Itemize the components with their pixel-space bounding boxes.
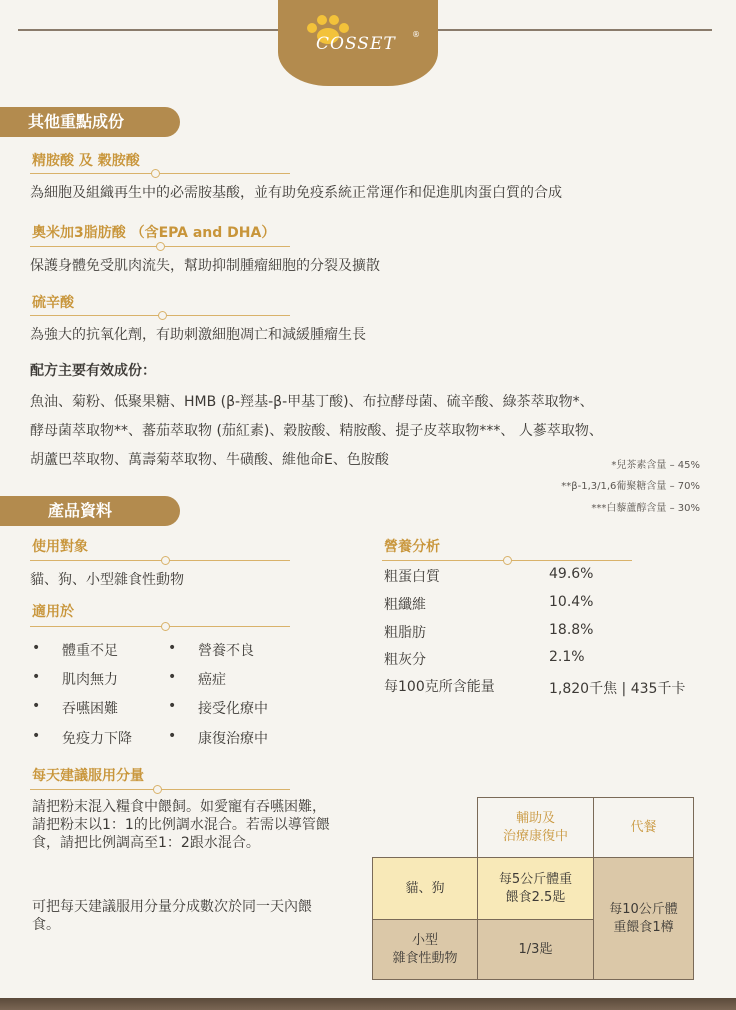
suitable-heading: 適用於 xyxy=(32,604,74,620)
suitable-item: • 癌症 xyxy=(198,669,226,689)
formula-line-1: 魚油、菊粉、低聚果糖、HMB (β-羥基-β-甲基丁酸)、布拉酵母菌、硫辛酸、綠茶萃取物*、 xyxy=(30,394,594,410)
nutrition-label: 粗灰分 xyxy=(384,652,426,668)
brand-name: COSSET xyxy=(316,34,396,54)
nutrition-label: 粗脂肪 xyxy=(384,625,426,641)
suitable-item: • 免疫力下降 xyxy=(62,728,132,748)
divider-dot xyxy=(158,311,167,320)
divider-dot xyxy=(161,556,170,565)
nutrition-value: 10.4% xyxy=(549,594,594,610)
formula-line-2: 酵母菌萃取物**、蕃茄萃取物 (茄紅素)、穀胺酸、精胺酸、提子皮萃取物***、 人蔘萃取物、 xyxy=(30,423,603,439)
table-row-label: 貓、狗 xyxy=(373,858,478,920)
footnote-1: *兒茶素含量 – 45% xyxy=(611,460,700,471)
nutrition-value: 2.1% xyxy=(549,649,585,665)
target-heading: 使用對象 xyxy=(32,539,88,555)
divider xyxy=(30,626,290,627)
table-cell: 每5公斤體重 餵食2.5匙 xyxy=(478,858,594,920)
dosage-paragraph-1: 請把粉末混入糧食中餵飼。如愛寵有吞嚥困難，請把粉末以1：1的比例調水混合。若需以導管餵食，請把比例調高至1：2跟水混合。 xyxy=(32,799,330,851)
nutrition-label: 粗蛋白質 xyxy=(384,569,440,585)
ingredient-heading-2: 奧米加3脂肪酸 （含EPA and DHA） xyxy=(32,225,276,241)
nutrition-value: 1,820千焦 | 435千卡 xyxy=(549,681,686,697)
ingredient-heading-1: 精胺酸 及 穀胺酸 xyxy=(32,153,140,169)
ingredient-desc-1: 為細胞及組織再生中的必需胺基酸，並有助免疫系統正常運作和促進肌肉蛋白質的合成 xyxy=(30,185,562,201)
nutrition-value: 18.8% xyxy=(549,622,594,638)
divider-dot xyxy=(161,622,170,631)
suitable-item: • 吞嚥困難 xyxy=(62,698,118,718)
dosage-table xyxy=(372,797,694,980)
suitable-item: • 營養不良 xyxy=(198,640,254,660)
table-corner xyxy=(373,798,478,858)
ingredient-desc-3: 為強大的抗氧化劑，有助刺激細胞凋亡和減緩腫瘤生長 xyxy=(30,327,366,343)
target-text: 貓、狗、小型雜食性動物 xyxy=(30,572,184,588)
formula-title: 配方主要有效成份： xyxy=(30,363,156,379)
header-rule-left xyxy=(18,29,280,31)
table-cell: 每10公斤體 重餵食1樽 xyxy=(594,858,694,980)
nutrition-label: 每100克所含能量 xyxy=(384,679,495,695)
nutrition-label: 粗纖維 xyxy=(384,597,426,613)
formula-line-3: 胡蘆巴萃取物、萬壽菊萃取物、牛磺酸、維他命E、色胺酸 xyxy=(30,452,389,468)
nutrition-value: 49.6% xyxy=(549,566,594,582)
dosage-paragraph-2: 可把每天建議服用分量分成數次於同一天內餵食。 xyxy=(32,899,312,933)
divider-dot xyxy=(503,556,512,565)
divider xyxy=(30,173,290,174)
divider-dot xyxy=(153,785,162,794)
table-header-support: 輔助及 治療康復中 xyxy=(478,798,594,858)
suitable-item: • 體重不足 xyxy=(62,640,118,660)
table-row-label: 小型 雜食性動物 xyxy=(373,920,478,980)
footnote-2: **β-1,3/1,6葡聚糖含量 – 70% xyxy=(561,481,700,492)
dosage-heading: 每天建議服用分量 xyxy=(32,768,144,784)
suitable-item: • 接受化療中 xyxy=(198,698,268,718)
divider-dot xyxy=(156,242,165,251)
suitable-item: • 康復治療中 xyxy=(198,728,268,748)
divider xyxy=(30,560,290,561)
header-rule-right xyxy=(436,29,712,31)
ingredient-heading-3: 硫辛酸 xyxy=(32,295,74,311)
bottom-bar xyxy=(0,998,736,1010)
ingredient-desc-2: 保護身體免受肌肉流失，幫助抑制腫瘤細胞的分裂及擴散 xyxy=(30,258,380,274)
suitable-item: • 肌肉無力 xyxy=(62,669,118,689)
section-other-ingredients-title: 其他重點成份 xyxy=(0,107,180,137)
nutrition-heading: 營養分析 xyxy=(384,539,440,555)
section-product-info-title: 產品資料 xyxy=(0,496,180,526)
divider-dot xyxy=(151,169,160,178)
table-cell: 1/3匙 xyxy=(478,920,594,980)
table-header-meal: 代餐 xyxy=(594,798,694,858)
brand-reg-mark: ® xyxy=(412,30,420,39)
footnote-3: ***白藜蘆醇含量 – 30% xyxy=(591,503,700,514)
